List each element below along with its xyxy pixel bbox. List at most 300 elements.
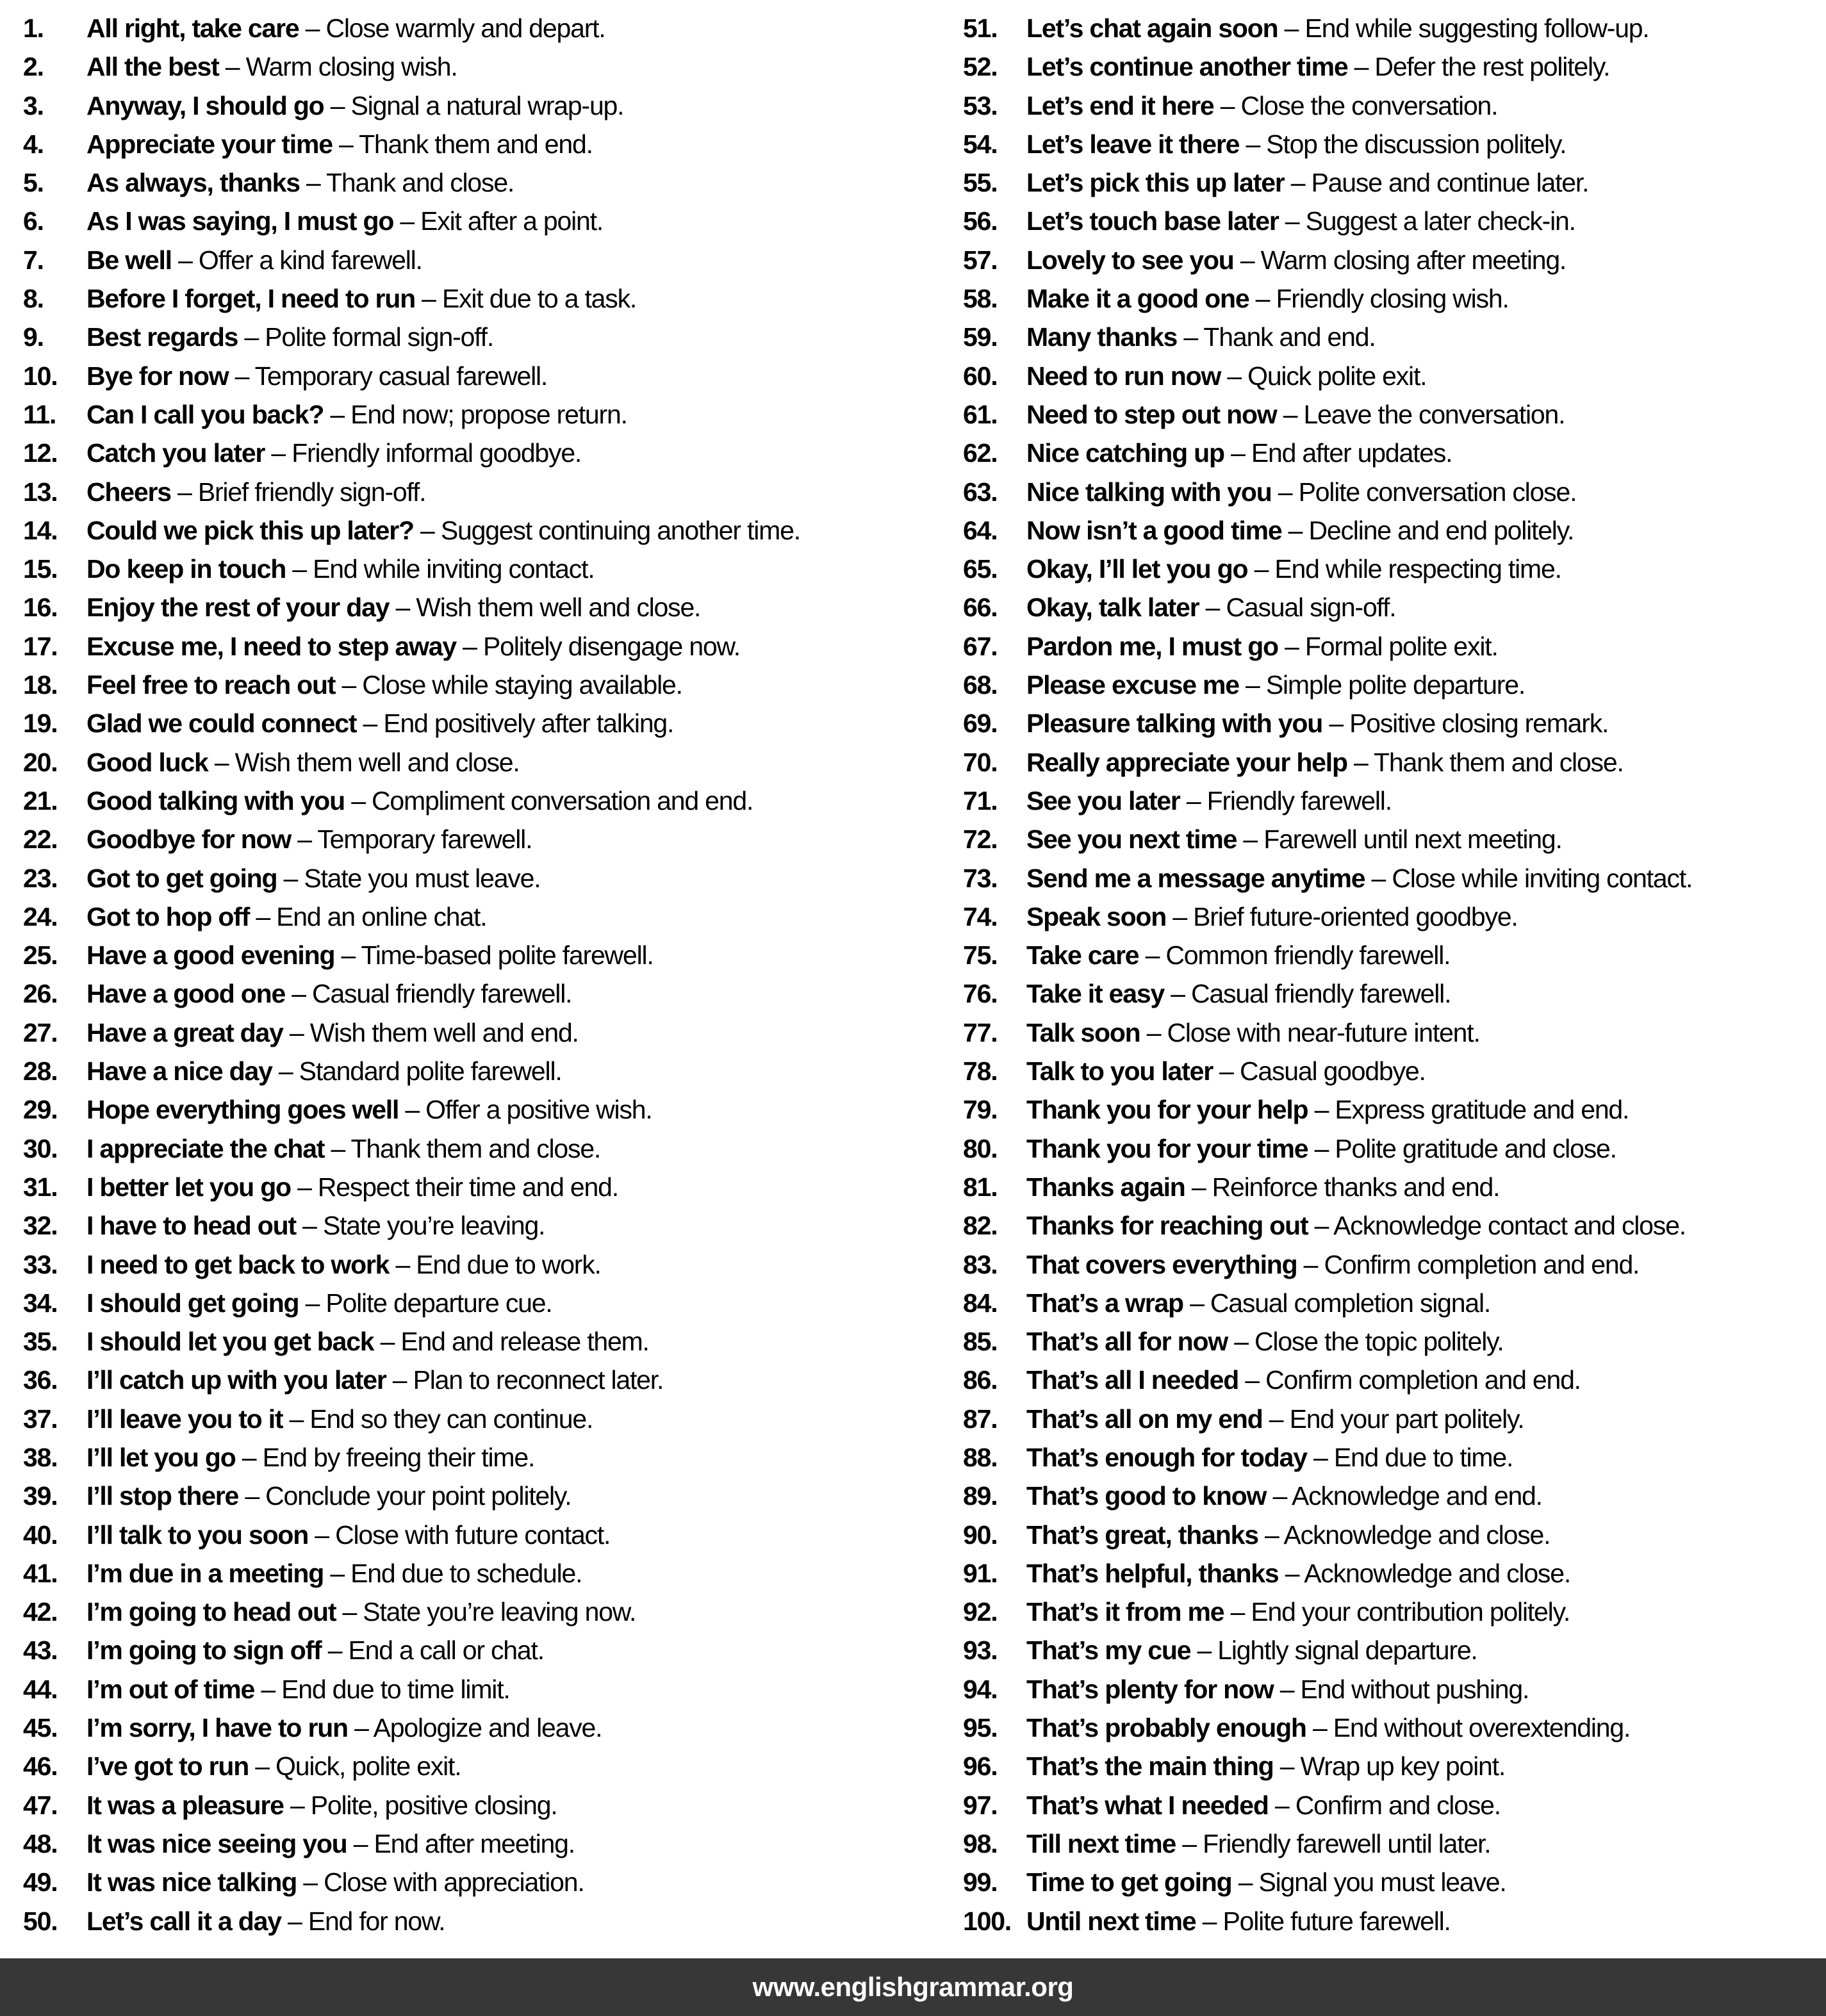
list-item — [963, 395, 1826, 434]
item-description: – Leave the conversation. — [1276, 399, 1565, 429]
list-item — [963, 1245, 1826, 1284]
item-phrase: Hope everything goes well — [86, 1095, 399, 1125]
item-number: 42. — [23, 1597, 58, 1627]
item-number: 41. — [23, 1558, 58, 1588]
item-phrase: That’s enough for today — [1026, 1442, 1307, 1472]
item-phrase: Talk soon — [1026, 1017, 1140, 1047]
list-item — [23, 974, 913, 1013]
item-phrase: Nice talking with you — [1026, 477, 1272, 507]
item-phrase: Need to run now — [1026, 361, 1221, 391]
list-item — [23, 859, 913, 897]
list-item — [23, 473, 913, 511]
item-number: 54. — [963, 129, 998, 159]
item-number: 61. — [963, 399, 998, 429]
item-description: – Acknowledge and close. — [1258, 1520, 1550, 1550]
list-item — [23, 1284, 913, 1322]
item-number: 30. — [23, 1133, 58, 1163]
item-number: 57. — [963, 245, 998, 275]
list-item — [23, 86, 913, 125]
item-description: – Thank and close. — [299, 168, 514, 198]
list-item — [23, 434, 913, 472]
item-number: 81. — [963, 1172, 998, 1202]
item-number: 32. — [23, 1211, 58, 1241]
list-item — [23, 1361, 913, 1399]
item-phrase: That’s all on my end — [1026, 1404, 1263, 1434]
list-item — [963, 974, 1826, 1013]
list-item — [23, 125, 913, 163]
list-item — [23, 550, 913, 588]
item-phrase: Got to hop off — [86, 901, 250, 931]
list-item — [963, 1477, 1826, 1515]
item-phrase: That covers everything — [1026, 1249, 1297, 1279]
item-description: – Wrap up key point. — [1273, 1751, 1506, 1782]
list-item — [23, 936, 913, 974]
list-item — [963, 1052, 1826, 1090]
list-item — [23, 279, 913, 318]
item-phrase: Send me a message anytime — [1026, 863, 1365, 893]
item-description: – Casual friendly farewell. — [1164, 979, 1451, 1009]
list-item — [963, 1090, 1826, 1129]
item-description: – Lightly signal departure. — [1190, 1635, 1477, 1666]
item-description: – Wish them well and end. — [283, 1017, 579, 1047]
list-item — [23, 1863, 913, 1901]
list-item — [963, 318, 1826, 356]
item-phrase: Let’s call it a day — [86, 1906, 281, 1936]
list-item — [23, 1013, 913, 1052]
item-phrase: That’s plenty for now — [1026, 1674, 1274, 1704]
item-phrase: I’ve got to run — [86, 1751, 249, 1782]
item-number: 46. — [23, 1751, 58, 1782]
item-phrase: Before I forget, I need to run — [86, 284, 415, 314]
item-description: – End while inviting contact. — [286, 554, 595, 584]
item-phrase: I’m going to sign off — [86, 1635, 322, 1666]
item-phrase: That’s what I needed — [1026, 1790, 1269, 1820]
list-item — [963, 1554, 1826, 1593]
item-number: 37. — [23, 1404, 58, 1434]
item-phrase: Need to step out now — [1026, 399, 1277, 429]
item-phrase: Got to get going — [86, 863, 277, 893]
item-phrase: Catch you later — [86, 438, 265, 468]
item-description: – State you’re leaving now. — [336, 1597, 636, 1627]
item-number: 17. — [23, 631, 58, 661]
item-number: 15. — [23, 554, 58, 584]
item-number: 83. — [963, 1249, 998, 1279]
item-phrase: Have a nice day — [86, 1056, 272, 1086]
item-description: – Casual sign-off. — [1199, 593, 1396, 623]
item-phrase: Best regards — [86, 322, 238, 352]
item-description: – Close the conversation. — [1213, 90, 1498, 120]
list-item — [23, 1168, 913, 1206]
item-description: – End after updates. — [1224, 438, 1452, 468]
item-number: 74. — [963, 901, 998, 931]
list-item — [963, 9, 1826, 47]
item-phrase: Appreciate your time — [86, 129, 333, 159]
list-item — [963, 704, 1826, 742]
item-number: 71. — [963, 785, 998, 815]
item-description: – Exit after a point. — [393, 206, 604, 236]
item-phrase: Till next time — [1026, 1828, 1176, 1858]
item-phrase: Glad we could connect — [86, 709, 357, 739]
item-phrase: Nice catching up — [1026, 438, 1224, 468]
list-item — [23, 1786, 913, 1824]
item-phrase: Please excuse me — [1026, 670, 1239, 700]
item-description: – Thank and end. — [1177, 322, 1376, 352]
item-description: – Brief future-oriented goodbye. — [1166, 901, 1518, 931]
item-phrase: Thanks again — [1026, 1172, 1185, 1202]
item-phrase: I need to get back to work — [86, 1249, 390, 1279]
item-phrase: Let’s chat again soon — [1026, 13, 1278, 43]
item-number: 51. — [963, 13, 998, 43]
list-item — [23, 1516, 913, 1554]
list-item — [963, 511, 1826, 550]
column-left — [0, 9, 913, 1940]
item-phrase: I’m sorry, I have to run — [86, 1713, 348, 1743]
item-description: – End so they can continue. — [283, 1404, 593, 1434]
item-description: – Warm closing wish. — [218, 52, 457, 82]
list-item — [963, 1902, 1826, 1940]
item-number: 93. — [963, 1635, 998, 1666]
item-number: 95. — [963, 1713, 998, 1743]
item-phrase: Okay, talk later — [1026, 593, 1199, 623]
item-phrase: I’m due in a meeting — [86, 1558, 324, 1588]
item-number: 87. — [963, 1404, 998, 1434]
item-phrase: Pardon me, I must go — [1026, 631, 1278, 661]
list-item — [23, 357, 913, 395]
item-phrase: I should let you get back — [86, 1327, 374, 1357]
item-number: 86. — [963, 1365, 998, 1395]
item-number: 24. — [23, 901, 58, 931]
item-number: 34. — [23, 1288, 58, 1318]
list-item — [963, 202, 1826, 240]
item-number: 21. — [23, 785, 58, 815]
item-description: – Close while staying available. — [335, 670, 682, 700]
item-phrase: Enjoy the rest of your day — [86, 593, 390, 623]
item-phrase: I’ll catch up with you later — [86, 1365, 386, 1395]
item-phrase: Can I call you back? — [86, 399, 324, 429]
item-phrase: Have a great day — [86, 1017, 283, 1047]
item-phrase: I’ll let you go — [86, 1442, 236, 1472]
item-phrase: I’ll leave you to it — [86, 1404, 283, 1434]
item-phrase: That’s my cue — [1026, 1635, 1191, 1666]
list-item — [23, 1090, 913, 1129]
item-phrase: I have to head out — [86, 1211, 296, 1241]
item-description: – Suggest a later check-in. — [1278, 206, 1575, 236]
item-phrase: I’ll stop there — [86, 1481, 239, 1511]
item-description: – Defer the rest politely. — [1347, 52, 1610, 82]
item-phrase: Take care — [1026, 940, 1139, 971]
item-description: – Confirm completion and end. — [1297, 1249, 1640, 1279]
item-description: – Offer a positive wish. — [399, 1095, 652, 1125]
item-number: 53. — [963, 90, 998, 120]
item-description: – End due to work. — [389, 1249, 601, 1279]
list-item — [23, 782, 913, 820]
list-item — [23, 627, 913, 666]
item-number: 98. — [963, 1828, 998, 1858]
list-item — [963, 820, 1826, 858]
list-item — [23, 704, 913, 742]
item-number: 62. — [963, 438, 998, 468]
item-number: 11. — [23, 399, 56, 429]
item-number: 65. — [963, 554, 998, 584]
list-item — [963, 1322, 1826, 1361]
item-description: – Close with future contact. — [308, 1520, 611, 1550]
list-item — [963, 1438, 1826, 1477]
item-description: – End your contribution politely. — [1224, 1597, 1570, 1627]
item-phrase: Cheers — [86, 477, 171, 507]
item-number: 88. — [963, 1442, 998, 1472]
list-item — [963, 1786, 1826, 1824]
list-item — [963, 47, 1826, 86]
list-item — [23, 1129, 913, 1168]
item-phrase: Let’s leave it there — [1026, 129, 1240, 159]
item-number: 29. — [23, 1095, 58, 1125]
item-number: 23. — [23, 863, 58, 893]
item-number: 64. — [963, 515, 998, 545]
list-item — [23, 318, 913, 356]
item-description: – Acknowledge and close. — [1278, 1558, 1571, 1588]
item-number: 47. — [23, 1790, 58, 1820]
list-item — [963, 1168, 1826, 1206]
list-item — [23, 666, 913, 704]
item-number: 99. — [963, 1867, 998, 1897]
list-item — [23, 1206, 913, 1245]
item-description: – Polite departure cue. — [299, 1288, 552, 1318]
list-item — [963, 1824, 1826, 1863]
item-description: – Polite, positive closing. — [283, 1790, 557, 1820]
list-item — [23, 1670, 913, 1709]
item-number: 38. — [23, 1442, 58, 1472]
item-number: 19. — [23, 709, 58, 739]
item-number: 63. — [963, 477, 998, 507]
item-phrase: Okay, I’ll let you go — [1026, 554, 1248, 584]
item-number: 35. — [23, 1327, 58, 1357]
item-description: – End a call or chat. — [321, 1635, 544, 1666]
item-description: – Formal polite exit. — [1278, 631, 1498, 661]
item-number: 56. — [963, 206, 998, 236]
item-description: – Plan to reconnect later. — [386, 1365, 664, 1395]
item-description: – Polite future farewell. — [1196, 1906, 1451, 1936]
item-phrase: Feel free to reach out — [86, 670, 336, 700]
list-item — [963, 550, 1826, 588]
list-item — [23, 1245, 913, 1284]
item-number: 69. — [963, 709, 998, 739]
item-number: 68. — [963, 670, 998, 700]
list-item — [963, 86, 1826, 125]
item-number: 28. — [23, 1056, 58, 1086]
item-number: 26. — [23, 979, 58, 1009]
list-item — [963, 1631, 1826, 1669]
item-description: – Quick, polite exit. — [249, 1751, 461, 1782]
item-number: 91. — [963, 1558, 998, 1588]
item-number: 44. — [23, 1674, 58, 1704]
list-item — [23, 1902, 913, 1940]
item-phrase: Now isn’t a good time — [1026, 515, 1282, 545]
item-number: 82. — [963, 1211, 998, 1241]
list-item — [23, 1438, 913, 1477]
website-url: www.englishgrammar.org — [752, 1972, 1074, 2002]
item-description: – Polite formal sign-off. — [238, 322, 494, 352]
item-description: – Exit due to a task. — [415, 284, 637, 314]
item-description: – Confirm completion and end. — [1238, 1365, 1581, 1395]
item-number: 13. — [23, 477, 58, 507]
item-description: – Politely disengage now. — [456, 631, 740, 661]
item-phrase: Time to get going — [1026, 1867, 1232, 1897]
item-number: 5. — [23, 168, 44, 198]
item-number: 70. — [963, 747, 998, 777]
list-item — [23, 163, 913, 202]
item-number: 89. — [963, 1481, 998, 1511]
list-item — [963, 279, 1826, 318]
item-phrase: I’m out of time — [86, 1674, 255, 1704]
item-phrase: As I was saying, I must go — [86, 206, 394, 236]
list-item — [23, 1322, 913, 1361]
list-item — [23, 47, 913, 86]
item-description: – Polite gratitude and close. — [1308, 1133, 1616, 1163]
list-item — [963, 1361, 1826, 1399]
item-number: 20. — [23, 747, 58, 777]
item-number: 12. — [23, 438, 58, 468]
item-number: 43. — [23, 1635, 58, 1666]
item-phrase: See you later — [1026, 785, 1180, 815]
item-number: 10. — [23, 361, 58, 391]
item-description: – Close with near-future intent. — [1140, 1017, 1480, 1047]
item-phrase: That’s good to know — [1026, 1481, 1267, 1511]
item-phrase: Speak soon — [1026, 901, 1167, 931]
item-description: – End and release them. — [374, 1327, 649, 1357]
item-phrase: Anyway, I should go — [86, 90, 324, 120]
item-phrase: Thank you for your help — [1026, 1095, 1308, 1125]
item-description: – End your part politely. — [1262, 1404, 1524, 1434]
item-description: – Brief friendly sign-off. — [170, 477, 426, 507]
item-description: – Common friendly farewell. — [1139, 940, 1451, 971]
item-description: – End while suggesting follow-up. — [1278, 13, 1649, 43]
item-phrase: Let’s continue another time — [1026, 52, 1348, 82]
item-number: 18. — [23, 670, 58, 700]
list-item — [23, 1052, 913, 1090]
item-phrase: Goodbye for now — [86, 824, 292, 855]
item-description: – Signal you must leave. — [1231, 1867, 1506, 1897]
list-item — [963, 125, 1826, 163]
item-phrase: I’m going to head out — [86, 1597, 336, 1627]
list-item — [23, 395, 913, 434]
item-description: – Casual completion signal. — [1183, 1288, 1491, 1318]
item-description: – Acknowledge and end. — [1266, 1481, 1542, 1511]
list-item — [963, 473, 1826, 511]
item-description: – Temporary casual farewell. — [228, 361, 548, 391]
item-description: – Conclude your point politely. — [238, 1481, 572, 1511]
list-item — [963, 1129, 1826, 1168]
list-item — [23, 743, 913, 782]
footer-bar — [0, 1958, 1826, 2016]
list-item — [23, 241, 913, 279]
item-description: – Casual goodbye. — [1212, 1056, 1426, 1086]
item-number: 100. — [963, 1906, 1011, 1936]
item-description: – Respect their time and end. — [290, 1172, 618, 1202]
item-number: 79. — [963, 1095, 998, 1125]
item-description: – Suggest continuing another time. — [413, 515, 800, 545]
item-number: 58. — [963, 284, 998, 314]
item-phrase: That’s a wrap — [1026, 1288, 1183, 1318]
item-description: – Farewell until next meeting. — [1237, 824, 1562, 855]
item-description: – Decline and end politely. — [1281, 515, 1574, 545]
list-item — [963, 666, 1826, 704]
item-phrase: That’s great, thanks — [1026, 1520, 1258, 1550]
item-description: – End due to time limit. — [254, 1674, 510, 1704]
item-phrase: It was nice talking — [86, 1867, 297, 1897]
item-description: – End due to schedule. — [324, 1558, 582, 1588]
item-description: – Close the topic politely. — [1228, 1327, 1504, 1357]
item-phrase: Take it easy — [1026, 979, 1165, 1009]
item-description: – Wish them well and close. — [208, 747, 520, 777]
item-phrase: Have a good one — [86, 979, 286, 1009]
item-description: – Express gratitude and end. — [1308, 1095, 1629, 1125]
item-description: – End due to time. — [1306, 1442, 1513, 1472]
item-number: 7. — [23, 245, 44, 275]
item-number: 27. — [23, 1017, 58, 1047]
item-description: – Thank them and close. — [1347, 747, 1624, 777]
item-description: – Wish them well and close. — [389, 593, 701, 623]
item-description: – End by freeing their time. — [235, 1442, 535, 1472]
item-number: 85. — [963, 1327, 998, 1357]
list-item — [963, 897, 1826, 936]
item-phrase: Thanks for reaching out — [1026, 1211, 1308, 1241]
list-item — [23, 1824, 913, 1863]
item-number: 60. — [963, 361, 998, 391]
item-description: – Friendly farewell until later. — [1176, 1828, 1491, 1858]
item-number: 72. — [963, 824, 998, 855]
item-phrase: That’s it from me — [1026, 1597, 1224, 1627]
item-number: 33. — [23, 1249, 58, 1279]
list-item — [963, 782, 1826, 820]
item-number: 76. — [963, 979, 998, 1009]
item-description: – End without overextending. — [1306, 1713, 1631, 1743]
item-number: 39. — [23, 1481, 58, 1511]
item-phrase: Pleasure talking with you — [1026, 709, 1323, 739]
item-description: – State you must leave. — [277, 863, 541, 893]
column-right — [913, 9, 1826, 1940]
item-description: – Reinforce thanks and end. — [1185, 1172, 1500, 1202]
item-number: 48. — [23, 1828, 58, 1858]
item-phrase: I should get going — [86, 1288, 299, 1318]
list-item — [963, 1013, 1826, 1052]
item-number: 90. — [963, 1520, 998, 1550]
item-description: – Offer a kind farewell. — [171, 245, 422, 275]
item-number: 3. — [23, 90, 44, 120]
item-phrase: That’s probably enough — [1026, 1713, 1306, 1743]
list-item — [23, 1747, 913, 1785]
item-description: – Acknowledge contact and close. — [1308, 1211, 1686, 1241]
item-phrase: Be well — [86, 245, 172, 275]
item-description: – Close with appreciation. — [297, 1867, 584, 1897]
item-phrase: Do keep in touch — [86, 554, 286, 584]
list-item — [963, 1863, 1826, 1901]
item-number: 14. — [23, 515, 58, 545]
item-description: – Quick polite exit. — [1221, 361, 1427, 391]
list-item — [23, 1631, 913, 1669]
item-number: 94. — [963, 1674, 998, 1704]
item-description: – Pause and continue later. — [1284, 168, 1589, 198]
list-item — [963, 1206, 1826, 1245]
item-number: 36. — [23, 1365, 58, 1395]
item-number: 96. — [963, 1751, 998, 1782]
item-description: – Compliment conversation and end. — [345, 785, 753, 815]
item-description: – Positive closing remark. — [1322, 709, 1609, 739]
item-phrase: That’s all for now — [1026, 1327, 1228, 1357]
item-description: – Confirm and close. — [1268, 1790, 1501, 1820]
list-item — [963, 1747, 1826, 1785]
item-number: 25. — [23, 940, 58, 971]
item-number: 92. — [963, 1597, 998, 1627]
